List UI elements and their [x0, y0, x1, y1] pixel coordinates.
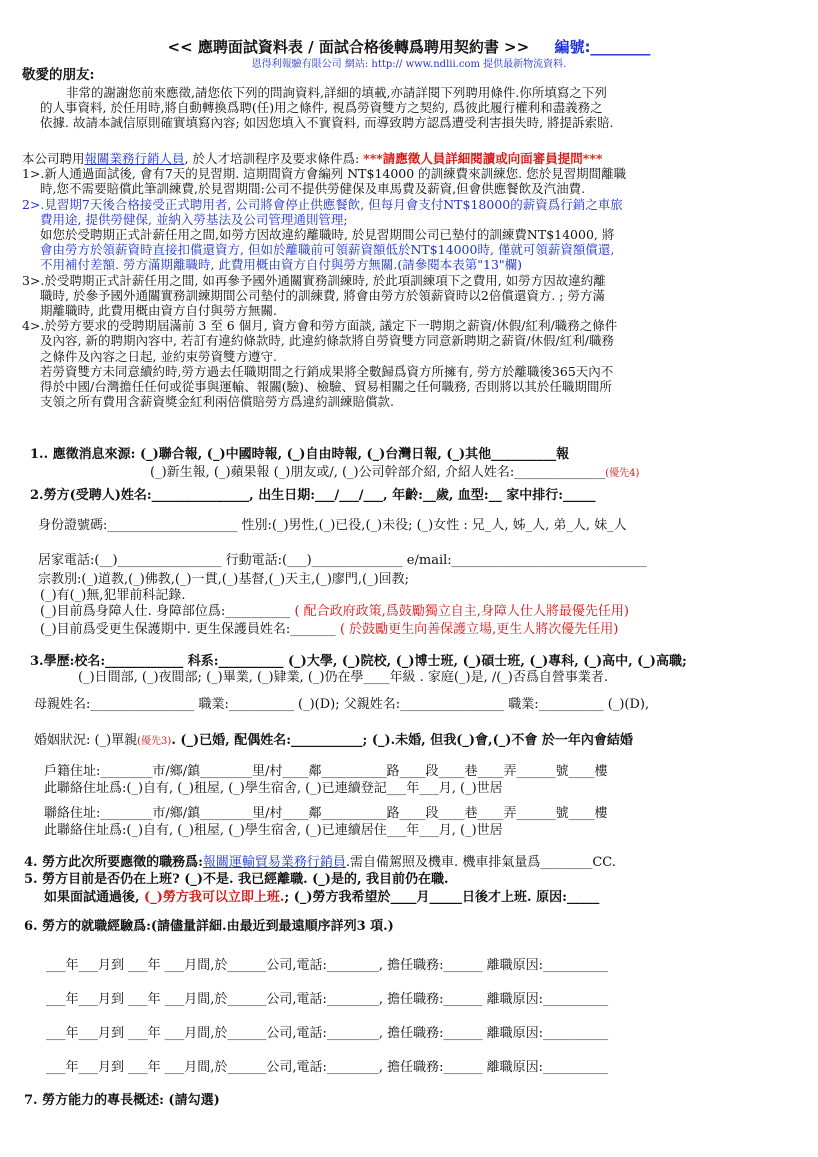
condition-3: 3>.於受聘期正式計薪任用之間, 如再參予國外通關實務訓練時, 於此項訓練項下之費用, 如勞方因故違約離: [22, 272, 606, 288]
criminal-line[interactable]: (_)有(_)無,犯罪前科記錄.: [40, 588, 186, 603]
q5-start[interactable]: [44, 890, 599, 906]
parents-line[interactable]: 母親姓名:________________ 職業:__________ (_)(D); 父親姓名:________________ 職業:__________ (_)(D),: [34, 697, 650, 712]
condition-4: 支領之所有費用含薪資獎金紅利兩倍償賠勞方爲違約訓練賠償款.: [40, 394, 394, 410]
id-gender-line[interactable]: 身份證號碼:____________________ 性別:(_)男性,(_)已役,(_)未役; (_)女性 : 兄_人, 姊_人, 弟_人, 妹_人: [38, 518, 627, 533]
q3-education-cont[interactable]: (_)日間部, (_)夜間部; (_)畢業, (_)肄業, (_)仍在學____年級 . 家庭(_)是, /(_)否爲自營事業者.: [78, 670, 608, 685]
condition-1: 時,您不需要賠償此筆訓練費,於見習期間:公司不提供勞健保及車馬費及薪資,但會供應餐飲及汽油費.: [40, 181, 586, 197]
q6-experience: 6. 勞方的就職經驗爲:(請儘量詳細.由最近到最遠順序詳列3 項.): [24, 919, 394, 934]
condition-2: 不用補付差額. 勞方滿期離職時, 此費用概由資方自付與勞方無關.(請參閱本表第"13"欄): [40, 257, 523, 273]
q4-cc-field[interactable]: .需自備駕照及機車. 機車排氣量爲________CC.: [345, 855, 616, 870]
intro-line: 的人事資料, 於任用時,將自動轉換爲聘(任)用之條件, 視爲勞資雙方之契約, 爲彼此履行權利和盡義務之: [40, 100, 603, 116]
form-number[interactable]: 編號:________: [554, 38, 651, 56]
disabled-note: ( 配合政府政策,爲鼓勵獨立自主,身障人仕人將最優先任用): [294, 604, 629, 619]
marriage-line[interactable]: [34, 733, 633, 750]
condition-1: 1>.新人通過面試後, 會有7天的見習期. 這期間資方會編列 NT$14000 的訓練費來訓練您. 您於見習期間離職: [22, 166, 627, 182]
q7-skills: 7. 勞方能力的專長概述: (請勾選): [24, 1093, 220, 1108]
intro-line: 依據. 故請本誠信原則確實填寫內容; 如因您填入不實資料, 而導致聘方認爲遭受利害損失時, 將提訴索賠.: [40, 115, 614, 131]
condition-2: 如您於受聘期正式計薪任用之間,如勞方因故違約離職時, 於見習期間公司已墊付的訓練費NT$14000, 將: [40, 227, 615, 243]
priority-note: (優先4): [605, 468, 640, 479]
q5-start-later[interactable]: ; (_)勞方我希望於____月_____日後才上班. 原因:_____: [284, 890, 600, 905]
contact-address[interactable]: 聯絡住址:________市/鄉/鎮________里/村____鄰__________路____段____巷____弄______號____樓: [44, 806, 608, 821]
condition-4: 得於中國/台灣擔任任何或從事與運輸、報關(驗)、檢驗、貿易相關之任何職務, 否則將以其於任職期間所: [40, 379, 612, 395]
q4-label: 4. 勞方此次所要應徵的職務爲:: [24, 855, 203, 870]
condition-4: 4>.於勞方要求的受聘期屆滿前 3 至 6 個月, 資方會和勞方面談, 議定下一聘期之薪資/休假/紅利/職務之條件: [22, 318, 618, 334]
q2-name[interactable]: 2.勞方(受聘人)姓名:_______________, 出生日期:___/___/___, 年齡:__歲, 血型:__ 家中排行:_____: [30, 488, 596, 503]
greeting: 敬愛的朋友:: [22, 67, 95, 83]
religion-line[interactable]: 宗教別:(_)道教,(_)佛教,(_)一貫,(_)基督,(_)天主,(_)廖門,(_)回教;: [38, 572, 410, 587]
registered-address-type[interactable]: 此聯絡住址爲:(_)自有, (_)租屋, (_)學生宿舍, (_)已連續登記___年___月, (_)世居: [44, 781, 503, 796]
company-subtitle: 恩得利報驗有限公司 網站: http:// www.ndlii.com 提供最新物流資料.: [251, 59, 567, 70]
q5-start-immediately[interactable]: (_)勞方我可以立即上班.: [139, 890, 285, 905]
title-text: << 應聘面試資料表 / 面試合格後轉爲聘用契約書 >>: [167, 38, 530, 56]
job-entry-2[interactable]: ___年___月到 ___年 ___月間,於______公司,電話:________, 擔任職務:______ 離職原因:__________: [46, 992, 609, 1007]
q4-position[interactable]: [24, 855, 616, 871]
lead-position: 報關業務行銷人員: [84, 151, 185, 166]
condition-4: 若勞資雙方未同意續約時,勞方過去任職期間之行銷成果將全數歸爲資方所擁有, 勞方於離職後365天內不: [40, 363, 614, 379]
disabled-line[interactable]: [40, 604, 629, 620]
conditions-section: [22, 151, 794, 409]
q3-label[interactable]: 3.學歷:校名:____________ 科系:__________ (_)大學, (_)院校, (_)博士班, (_)碩士班, (_)專科, (_)高中, (_)高職;: [30, 654, 687, 669]
condition-2: 會由勞方於領薪資時直接扣償還資方, 但如於離職前可領薪資額低於NT$14000時, 僅就可領薪資額償還,: [40, 242, 615, 258]
q1-source-text[interactable]: (_)新生報, (_)蘋果報 (_)朋友或/, (_)公司幹部介紹, 介紹人姓名:______________: [150, 465, 606, 480]
contact-address-type[interactable]: 此聯絡住址爲:(_)自有, (_)租屋, (_)學生宿舍, (_)已連續居住___年___月, (_)世居: [44, 823, 503, 838]
page-title: [0, 36, 818, 57]
registered-address[interactable]: 戶籍住址:________市/鄉/鎮________里/村____鄰__________路____段____巷____弄______號____樓: [44, 764, 608, 779]
intro-line: 非常的謝謝您前來應徵,請您依下列的問詢資料,詳細的填載,亦請詳閱下列聘用條件.你所填寫之下列: [66, 85, 607, 100]
condition-2: 2>.見習期7天後合格接受正式聘用者, 公司將會停止供應餐飲, 但每月會支付NT$18000的薪資爲行銷之車旅: [22, 196, 623, 212]
q4-position-name: 報關運輸貿易業務行銷員: [202, 855, 346, 870]
condition-4: 之條件及內容之日起, 並約束勞資雙方遵守.: [40, 348, 277, 364]
intro-paragraph: [22, 85, 794, 131]
condition-4: 及內容, 新的聘期內容中, 若訂有違約條款時, 此違約條款將自勞資雙方同意新聘期之薪資/休假/紅利/職務: [40, 333, 614, 349]
disabled-field[interactable]: (_)目前爲身障人仕. 身障部位爲:__________: [40, 604, 291, 619]
lead-warning: ***請應徵人員詳細閱讀或向面審員提問***: [363, 151, 603, 166]
parole-line[interactable]: [40, 622, 618, 638]
condition-3: 期離職時, 此費用概由資方自付與勞方無關.: [40, 303, 277, 319]
parole-note: ( 於鼓勵更生向善保護立場,更生人將次優先任用): [339, 622, 619, 637]
condition-2: 費用途, 提供勞健保, 並納入勞基法及公司管理通則管理;: [40, 211, 348, 227]
q3-education[interactable]: [30, 654, 687, 670]
phone-line[interactable]: 居家電話:(__)________________ 行動電話:(___)______________ e/mail:______________________________: [38, 553, 647, 568]
q5-working[interactable]: 5. 勞方目前是否仍在上班? (_)不是. 我已經離職. (_)是的, 我目前仍在職.: [24, 872, 449, 887]
marriage-field[interactable]: . (_)已婚, 配偶姓名:___________; (_).未婚, 但我(_)會,(_)不會 於一年內會結婚: [171, 733, 633, 748]
condition-3: 職時, 於參予國外通關實務訓練期間公司墊付的訓練費, 將會由勞方於領薪資時以2倍償還資方. ; 勞方滿: [40, 287, 605, 303]
q1-source[interactable]: 1.. 應徵消息來源: (_)聯合報, (_)中國時報, (_)自由時報, (_)台灣日報, (_)其他__________報: [30, 447, 570, 462]
q5-start-label: 如果面試通過後,: [44, 890, 140, 905]
lead-text: , 於人才培訓程序及要求條件爲:: [184, 151, 364, 166]
parole-field[interactable]: (_)目前爲受更生保護期中. 更生保護員姓名:_______: [40, 622, 336, 637]
lead-text: 本公司聘用: [22, 151, 85, 166]
job-entry-3[interactable]: ___年___月到 ___年 ___月間,於______公司,電話:________, 擔任職務:______ 離職原因:__________: [46, 1026, 609, 1041]
q1-source-cont[interactable]: [150, 465, 639, 482]
job-entry-1[interactable]: ___年___月到 ___年 ___月間,於______公司,電話:________, 擔任職務:______ 離職原因:__________: [46, 958, 609, 973]
marriage-field[interactable]: 婚姻狀況: (_)單親: [34, 733, 138, 748]
job-entry-4[interactable]: ___年___月到 ___年 ___月間,於______公司,電話:________, 擔任職務:______ 離職原因:__________: [46, 1060, 609, 1075]
priority-note: (優先3): [137, 736, 172, 747]
conditions-lead: [22, 151, 794, 166]
